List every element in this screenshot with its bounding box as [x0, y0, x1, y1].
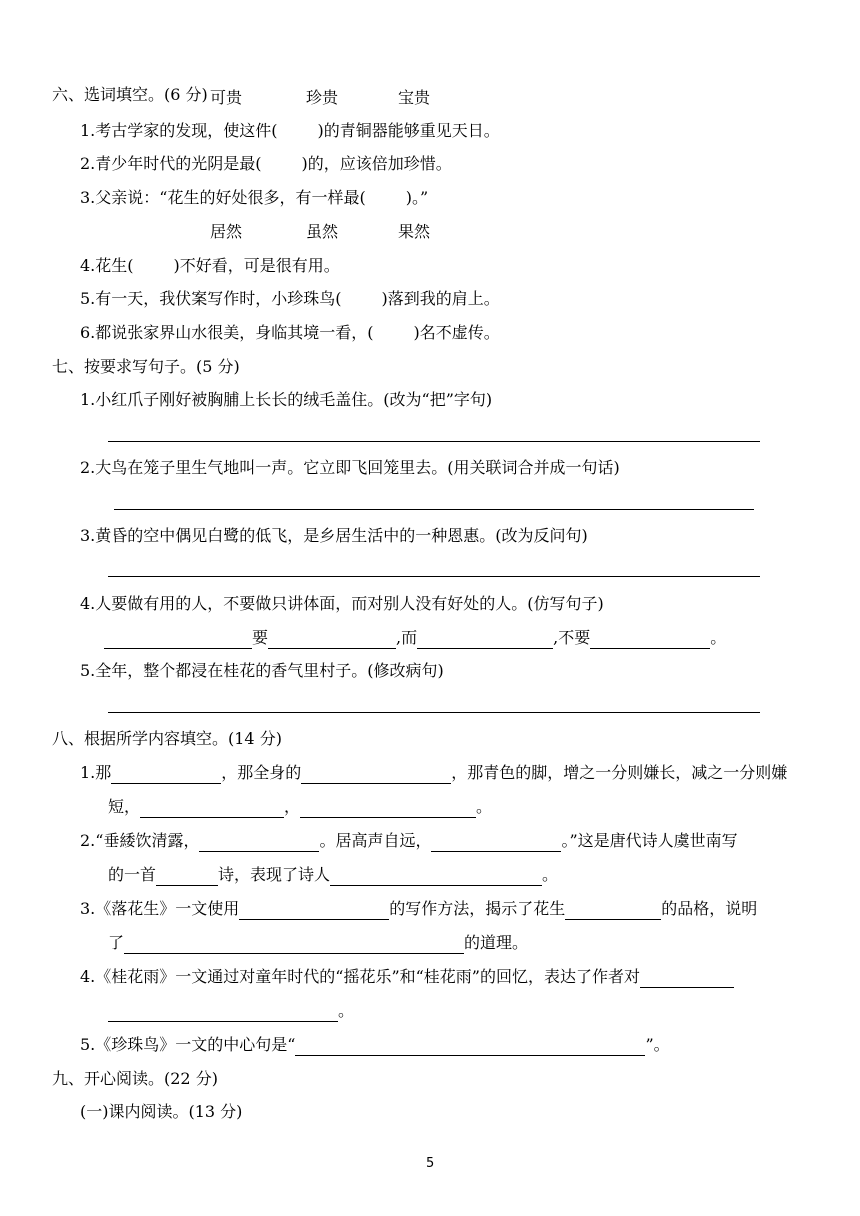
blank[interactable]	[156, 867, 218, 886]
blank[interactable]	[300, 799, 476, 818]
s7-question-3: 3.黄昏的空中偶见白鹭的低飞，是乡居生活中的一种恩惠。(改为反问句)	[80, 526, 588, 545]
blank[interactable]	[124, 935, 464, 954]
s6-question-1: 1.考古学家的发现，使这件( )的青铜器能够重见天日。	[80, 121, 500, 140]
s8-question-3-line-2: 了 的道理。	[108, 933, 529, 952]
s8-question-4-line-1: 4.《桂花雨》一文通过对童年时代的“摇花乐”和“桂花雨”的回忆，表达了作者对	[80, 966, 734, 988]
s7-question-1: 1.小红爪子刚好被胸脯上长长的绒毛盖住。(改为“把”字句)	[80, 390, 493, 409]
s6-question-3: 3.父亲说：“花生的好处很多，有一样最( )。”	[80, 188, 429, 207]
s6-question-2: 2.青少年时代的光阴是最( )的，应该倍加珍惜。	[80, 154, 452, 173]
word-choice: 珍贵	[306, 88, 339, 107]
s8-question-2-line-1: 2.“垂緌饮清露， 。居高声自远， 。”这是唐代诗人虞世南写	[80, 831, 738, 850]
section-6-heading: 六、选词填空。(6 分)	[52, 85, 208, 104]
blank[interactable]	[330, 867, 542, 886]
answer-line[interactable]	[108, 576, 760, 577]
section-7-heading: 七、按要求写句子。(5 分)	[52, 357, 240, 376]
word-choice: 宝贵	[398, 88, 431, 107]
s6-question-4: 4.花生( )不好看，可是很有用。	[80, 256, 340, 275]
s6-question-6: 6.都说张家界山水很美，身临其境一看，( )名不虚传。	[80, 323, 500, 342]
word-choice: 虽然	[306, 222, 339, 241]
page-number: 5	[426, 1156, 435, 1171]
blank[interactable]	[108, 1003, 338, 1022]
s7-question-4: 4.人要做有用的人，不要做只讲体面，而对别人没有好处的人。(仿写句子)	[80, 594, 604, 613]
section-9-subheading: (一)课内阅读。(13 分)	[80, 1102, 243, 1121]
word-choices-1	[210, 87, 430, 109]
section-9-heading: 九、开心阅读。(22 分)	[52, 1069, 218, 1088]
blank[interactable]	[199, 833, 319, 852]
answer-line[interactable]	[108, 441, 760, 442]
s8-question-3-line-1: 3.《落花生》一文使用 的写作方法，揭示了花生 的品格，说明	[80, 899, 758, 918]
blank[interactable]	[301, 765, 451, 784]
blank[interactable]	[268, 630, 396, 649]
blank[interactable]	[239, 901, 389, 920]
word-choice: 果然	[398, 222, 431, 241]
s7-question-5: 5.全年，整个都浸在桂花的香气里村子。(修改病句)	[80, 661, 444, 680]
s7-q4-imitation-line: 要 ,而 ,不要 。	[104, 627, 726, 649]
blank[interactable]	[111, 765, 221, 784]
word-choice: 居然	[210, 222, 243, 241]
blank[interactable]	[590, 630, 710, 649]
section-8-heading: 八、根据所学内容填空。(14 分)	[52, 729, 282, 748]
s8-question-4-line-2: 。	[108, 1000, 354, 1022]
word-choices-2	[210, 221, 430, 243]
s8-question-1-line-1: 1.那 ，那全身的 ，那青色的脚，增之一分则嫌长，减之一分则嫌	[80, 763, 788, 782]
blank[interactable]	[640, 969, 734, 988]
blank[interactable]	[104, 630, 252, 649]
s8-question-1-line-2: 短， ， 。	[108, 797, 493, 816]
s7-question-2: 2.大鸟在笼子里生气地叫一声。它立即飞回笼里去。(用关联词合并成一句话)	[80, 458, 620, 477]
blank[interactable]	[565, 901, 661, 920]
blank[interactable]	[417, 630, 553, 649]
answer-line[interactable]	[114, 509, 754, 510]
blank[interactable]	[140, 799, 284, 818]
s6-question-5: 5.有一天，我伏案写作时，小珍珠鸟( )落到我的肩上。	[80, 289, 500, 308]
blank[interactable]	[431, 833, 561, 852]
word-choice: 可贵	[210, 88, 243, 107]
answer-line[interactable]	[108, 712, 760, 713]
blank[interactable]	[295, 1037, 645, 1056]
s8-question-5: 5.《珍珠鸟》一文的中心句是“ ”。	[80, 1035, 670, 1054]
s8-question-2-line-2: 的一首 诗，表现了诗人 。	[108, 865, 559, 884]
